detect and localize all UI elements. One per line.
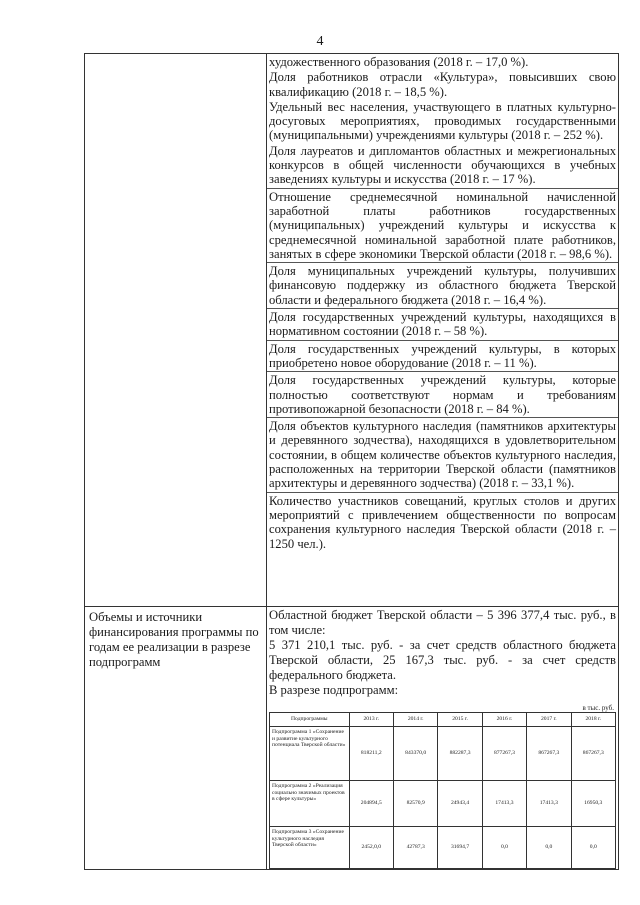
table-cell: 818211,2	[349, 727, 393, 781]
financing-by-subprogram: В разрезе подпрограмм:	[269, 683, 399, 697]
indicator-item: Доля работников отрасли «Культура», повысивших свою квалификацию (2018 г. – 18,5 %).	[269, 70, 616, 99]
header-cell: Подпрограммы	[270, 713, 350, 727]
header-cell: 2015 г.	[438, 713, 482, 727]
page-number: 4	[316, 34, 324, 49]
header-cell: 2016 г.	[482, 713, 526, 727]
financing-row	[85, 607, 619, 870]
divider	[267, 262, 618, 263]
table-cell: 16950,3	[571, 781, 615, 827]
indicator-item: Количество участников совещаний, круглых столов и других мероприятий с привлечением общественности по вопросам сохранения культурного наследия Тверской области (2018 г. – 1250 чел.).	[269, 493, 616, 551]
table-cell: 31694,7	[438, 827, 482, 869]
divider	[267, 371, 618, 372]
table-cell: 2452,0,0	[349, 827, 393, 869]
table-cell: 0,0	[527, 827, 571, 869]
indicator-item: Доля государственных учреждений культуры, в которых приобретено новое оборудование (2018 г. – 11 %).	[269, 341, 616, 370]
table-cell: 843370,0	[393, 727, 437, 781]
indicator-item: Доля государственных учреждений культуры, находящихся в нормативном состоянии (2018 г. – 58 %).	[269, 310, 616, 339]
table-cell: 17413,3	[527, 781, 571, 827]
table-row	[270, 781, 616, 827]
subprogram-name: Подпрограмма 2 «Реализация социально значимых проектов в сфере культуры»	[270, 781, 350, 827]
header-cell: 2014 г.	[393, 713, 437, 727]
divider	[267, 308, 618, 309]
subprogram-name: Подпрограмма 3 «Сохранение культурного наследия Тверской области»	[270, 827, 350, 869]
table-cell: 867267,3	[571, 727, 615, 781]
divider	[267, 340, 618, 341]
table-cell: 867267,3	[527, 727, 571, 781]
program-passport-table	[84, 53, 619, 870]
header-cell: 2018 г.	[571, 713, 615, 727]
table-cell: 0,0	[482, 827, 526, 869]
table-cell: 882287,3	[438, 727, 482, 781]
divider	[267, 492, 618, 493]
indicator-item: Отношение среднемесячной номинальной начисленной заработной платы работников государственных (муниципальных) учреждений культуры и искусства к среднемесячной номинальной заработной плате работников, занятых в сфере экономики Тверской области (2018 г. – 98,6 %).	[269, 189, 616, 261]
indicator-item: Доля муниципальных учреждений культуры, получивших финансовую поддержку из областного бюджета Тверской области и федерального бюджета (2018 г. – 16,4 %).	[269, 264, 616, 307]
table-cell: 877267,3	[482, 727, 526, 781]
indicator-item: Доля объектов культурного наследия (памятников архитектуры и деревянного зодчества), находящихся в удовлетворительном состоянии, в общем количестве объектов культурного наследия, расположенных на территории Тверской области (памятников архитектуры и деревянного зодчества) (2018 г. – 33,1 %).	[269, 419, 616, 491]
financing-cell	[267, 607, 619, 870]
indicators-row	[85, 54, 619, 607]
indicator-item: Доля лауреатов и дипломантов областных и межрегиональных конкурсов в общей численности обучающихся в учебных заведениях культуры и искусства (2018 г. – 17 %).	[269, 143, 616, 187]
table-cell: 24943,4	[438, 781, 482, 827]
indicator-item: Удельный вес населения, участвующего в платных культурно-досуговых мероприятиях, проводимых государственными (муниципальными) учреждениями культуры (2018 г. – 252 %).	[269, 99, 616, 143]
table-cell: 204894,5	[349, 781, 393, 827]
header-cell: 2017 г.	[527, 713, 571, 727]
indicators-label-cell	[85, 54, 267, 607]
table-row	[270, 827, 616, 869]
subprogram-table	[269, 712, 616, 869]
financing-total: Областной бюджет Тверской области – 5 396 377,4 тыс. руб., в том числе:	[269, 608, 616, 637]
table-cell: 0,0	[571, 827, 615, 869]
financing-detail: 5 371 210,1 тыс. руб. - за счет средств областного бюджета Тверской области, 25 167,3 тыс. руб. - за счет средств федерального бюджета.	[269, 638, 616, 682]
financing-label: Объемы и источники финансирования программы по годам ее реализации в разрезе подпрограмм	[85, 607, 267, 870]
table-cell: 82570,9	[393, 781, 437, 827]
table-cell: 17413,3	[482, 781, 526, 827]
divider	[267, 188, 618, 189]
divider	[267, 417, 618, 418]
unit-note: в тыс. руб.	[582, 704, 614, 712]
header-cell: 2013 г.	[349, 713, 393, 727]
indicators-cell	[267, 54, 619, 607]
table-row	[270, 727, 616, 781]
indicator-item: Доля государственных учреждений культуры, которые полностью соответствуют нормам и требованиям противопожарной безопасности (2018 г. – 84 %).	[269, 373, 616, 416]
subprogram-table-header	[270, 713, 616, 727]
table-cell: 42787,3	[393, 827, 437, 869]
subprogram-name: Подпрограмма 1 «Сохранение и развитие культурного потенциала Тверской области»	[270, 727, 350, 781]
indicator-item: художественного образования (2018 г. – 17,0 %).	[269, 55, 529, 69]
